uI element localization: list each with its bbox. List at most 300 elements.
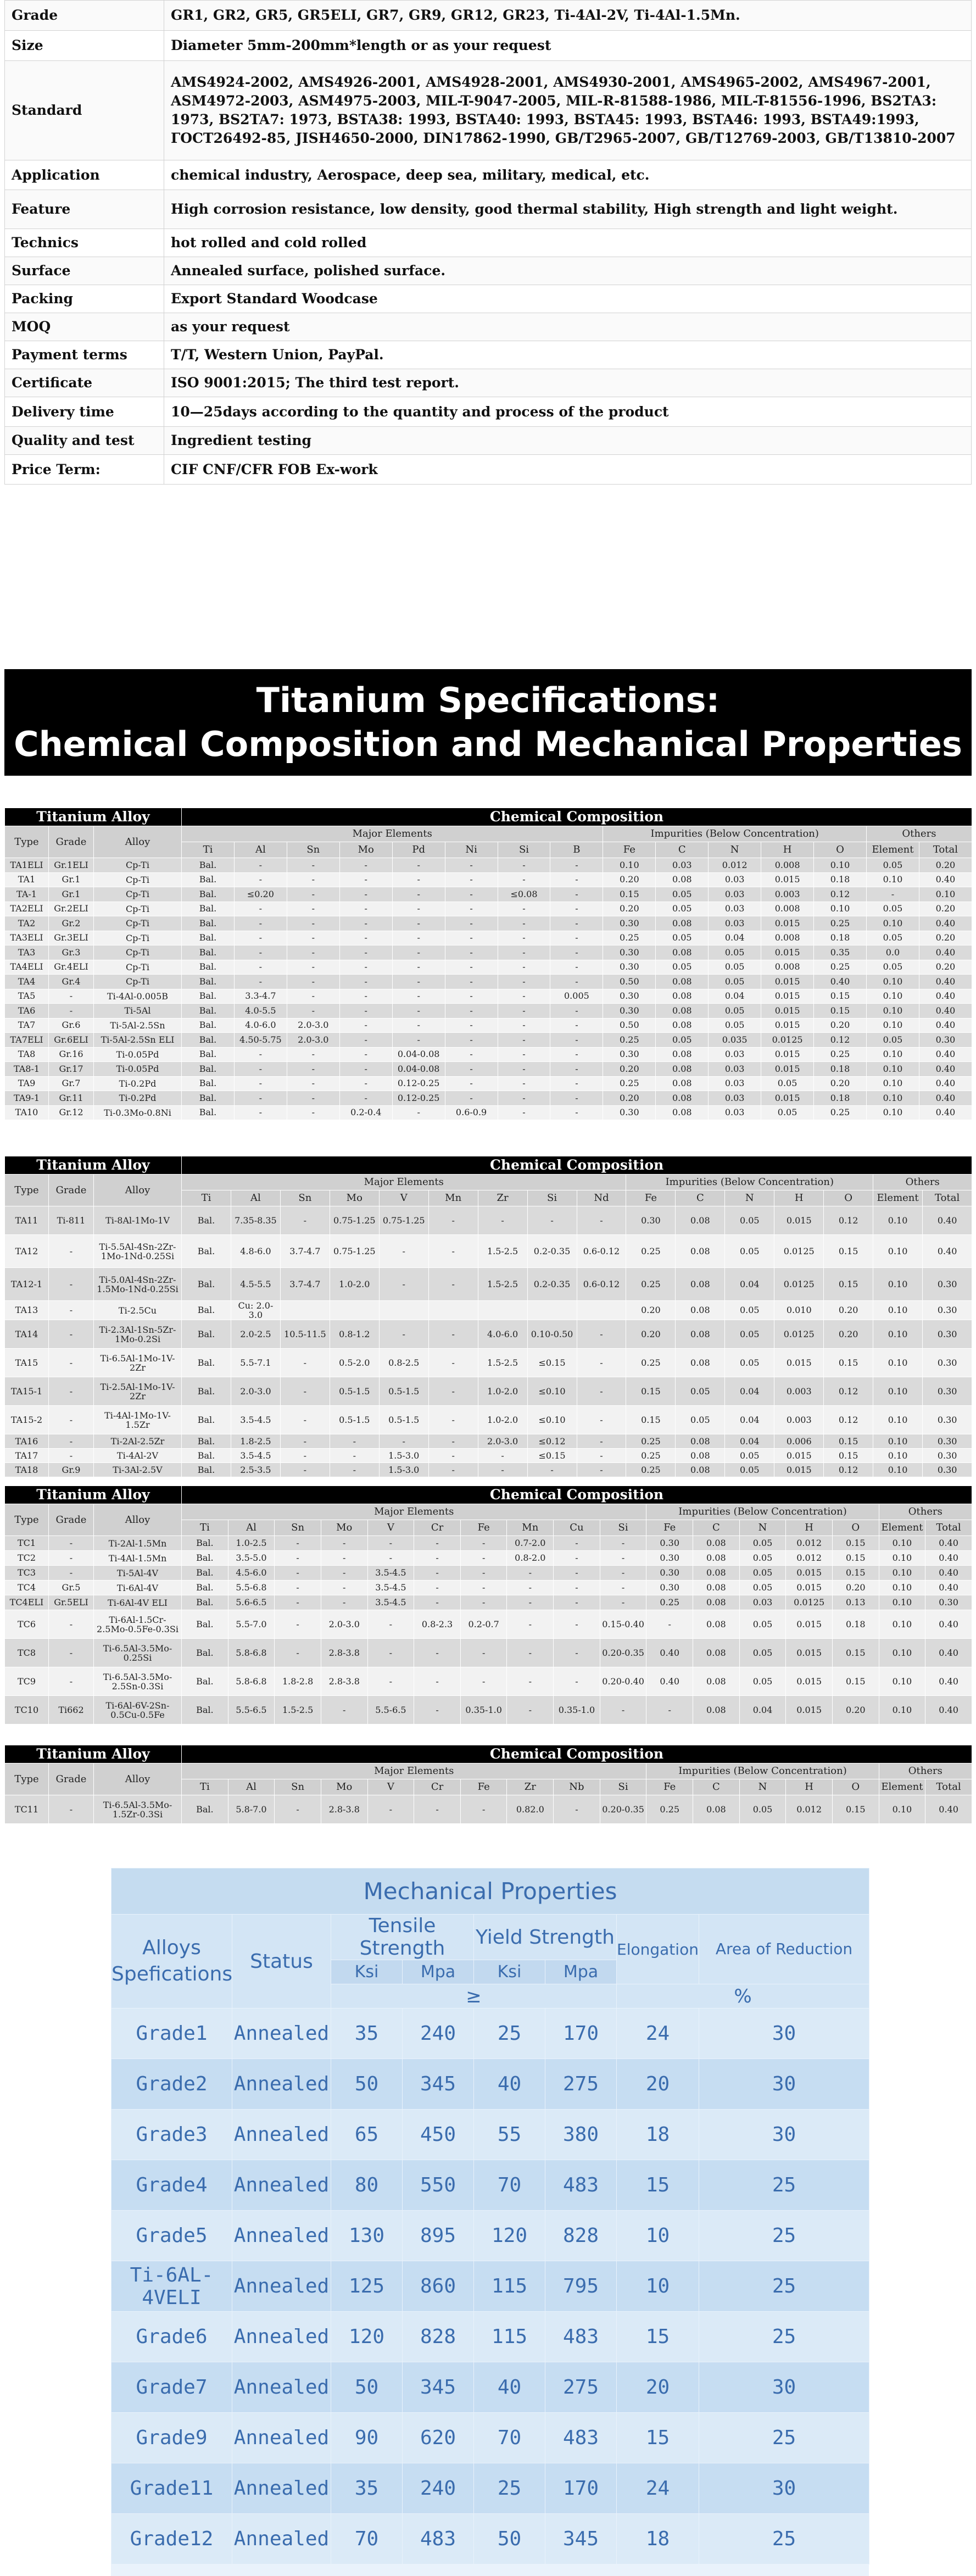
- spec-value: Diameter 5mm-200mm*length or as your request: [164, 30, 972, 60]
- composition-value: 0.08: [693, 1610, 740, 1639]
- composition-value: 0.8-2.5: [379, 1349, 428, 1377]
- composition-value: -: [577, 1463, 626, 1477]
- composition-value: 5.5-6.8: [228, 1581, 275, 1595]
- composition-value: 0.015: [786, 1581, 833, 1595]
- alloy-grade: -: [49, 989, 94, 1004]
- composition-value: 0.20: [832, 1696, 879, 1724]
- composition-value: 0.08: [656, 1018, 709, 1033]
- composition-value: 3.5-4.5: [231, 1406, 280, 1434]
- composition-value: 0.12: [824, 1377, 873, 1406]
- alloy-name: Ti-4Al-1.5Mn: [94, 1551, 182, 1566]
- alloy-grade: Gr.6: [49, 1018, 94, 1033]
- composition-value: -: [445, 916, 498, 931]
- composition-value: 0.5-2.0: [330, 1349, 379, 1377]
- composition-value: 0.10: [866, 1047, 919, 1062]
- composition-value: 0.5-1.5: [379, 1377, 428, 1406]
- composition-value: Bal.: [182, 1536, 228, 1551]
- composition-value: 0.15: [832, 1551, 879, 1566]
- composition-value: 0.15: [824, 1349, 873, 1377]
- composition-value: 0.10: [866, 1091, 919, 1106]
- spec-label: Standard: [5, 60, 164, 160]
- grade-header: Grade: [49, 826, 94, 858]
- composition-value: -: [392, 858, 445, 873]
- composition-value: -: [428, 1449, 478, 1463]
- chem-row: [5, 1536, 972, 1551]
- composition-value: 0.40: [925, 1581, 972, 1595]
- major-elements-header: Major Elements: [182, 1504, 646, 1520]
- composition-value: 0.03: [709, 1076, 761, 1091]
- composition-value: 0.20: [626, 1301, 676, 1320]
- chem-table-ta-1: [4, 808, 972, 1120]
- composition-value: Bal.: [182, 902, 235, 916]
- composition-value: 0.04: [709, 989, 761, 1004]
- composition-value: -: [339, 916, 392, 931]
- chem-row: [5, 902, 972, 916]
- composition-value: -: [554, 1639, 600, 1667]
- composition-value: 2.0-3.0: [287, 1018, 339, 1033]
- element-header: Ti: [182, 1779, 228, 1795]
- composition-value: 0.15: [626, 1377, 676, 1406]
- element-header: Mo: [321, 1779, 367, 1795]
- composition-value: 0.015: [786, 1667, 833, 1696]
- composition-value: -: [646, 1610, 693, 1639]
- composition-value: -: [339, 945, 392, 960]
- status: Annealed: [232, 2312, 331, 2362]
- composition-value: 0.12: [814, 1033, 867, 1048]
- composition-value: Bal.: [182, 1062, 235, 1077]
- composition-value: 0.05: [725, 1301, 774, 1320]
- alloy-spec: Grade1: [111, 2008, 232, 2059]
- chem-title-row: [5, 1486, 972, 1504]
- composition-value: Bal.: [182, 1105, 235, 1120]
- composition-value: 0.10: [866, 989, 919, 1004]
- composition-value: -: [428, 1320, 478, 1349]
- composition-value: Bal.: [182, 960, 235, 975]
- composition-value: 5.8-6.8: [228, 1639, 275, 1667]
- alloy-grade: Gr.5ELI: [49, 1595, 94, 1610]
- impurity-header: O: [832, 1779, 879, 1795]
- element-header: Si: [600, 1779, 646, 1795]
- composition-value: -: [428, 1268, 478, 1301]
- spec-value: T/T, Western Union, PayPal.: [164, 341, 972, 369]
- composition-value: 0.2-0.35: [527, 1235, 577, 1268]
- mech-row: [111, 2312, 869, 2362]
- alloy-name: Cp-Ti: [94, 902, 182, 916]
- yield-mpa: 483: [545, 2413, 617, 2463]
- minimum-symbol: ≥: [331, 1984, 617, 2008]
- composition-value: 0.15: [824, 1449, 873, 1463]
- composition-value: 0.20: [603, 1062, 656, 1077]
- impurity-header: Fe: [646, 1779, 693, 1795]
- element-header: Sn: [275, 1779, 321, 1795]
- impurity-header: Fe: [626, 1190, 676, 1206]
- composition-value: -: [287, 975, 339, 989]
- composition-value: Bal.: [182, 887, 235, 902]
- alloy-name: Cp-Ti: [94, 975, 182, 989]
- alloy-spec: Grade9: [111, 2413, 232, 2463]
- composition-value: 0.50: [603, 975, 656, 989]
- yield-ksi-header: Ksi: [474, 1960, 545, 1984]
- element-header: Si: [600, 1520, 646, 1536]
- chem-row: [5, 1696, 972, 1724]
- composition-value: 0.03: [709, 887, 761, 902]
- composition-value: -: [428, 1349, 478, 1377]
- spec-value: chemical industry, Aerospace, deep sea, military, medical, etc.: [164, 160, 972, 190]
- composition-value: -: [445, 1018, 498, 1033]
- composition-value: -: [392, 887, 445, 902]
- alloy-type: TA17: [5, 1449, 49, 1463]
- composition-value: 0.25: [603, 1076, 656, 1091]
- composition-value: 0.10: [814, 902, 867, 916]
- element-header: Mo: [330, 1190, 379, 1206]
- mech-row: [111, 2362, 869, 2413]
- alloy-type: TC4ELI: [5, 1595, 49, 1610]
- composition-value: 5.8-7.0: [228, 1795, 275, 1824]
- composition-value: 0.35-1.0: [554, 1696, 600, 1724]
- alloy-name: Ti-6Al-4V: [94, 1581, 182, 1595]
- composition-value: 0.30: [603, 1047, 656, 1062]
- alloy-type: TA11: [5, 1206, 49, 1235]
- composition-value: -: [275, 1610, 321, 1639]
- composition-value: -: [275, 1639, 321, 1667]
- composition-value: -: [550, 902, 603, 916]
- composition-value: 4.50-5.75: [234, 1033, 287, 1048]
- composition-value: -: [234, 902, 287, 916]
- alloy-type: TC11: [5, 1795, 49, 1824]
- element-header: Ti: [182, 1190, 231, 1206]
- status-header: Status: [232, 1915, 331, 2008]
- yield-mpa: 275: [545, 2362, 617, 2413]
- composition-value: -: [287, 960, 339, 975]
- composition-value: 0.30: [603, 1105, 656, 1120]
- composition-value: -: [392, 1004, 445, 1019]
- alloy-grade: Gr.1: [49, 872, 94, 887]
- composition-value: 0.30: [923, 1406, 972, 1434]
- element-header: Zr: [478, 1190, 527, 1206]
- spec-label: Technics: [5, 229, 164, 257]
- spec-row: [5, 30, 972, 60]
- composition-value: Bal.: [182, 1595, 228, 1610]
- alloy-grade: -: [49, 1667, 94, 1696]
- spec-row: [5, 313, 972, 341]
- composition-value: -: [414, 1595, 461, 1610]
- composition-value: Cu: 2.0-3.0: [231, 1301, 280, 1320]
- composition-value: 0.30: [923, 1434, 972, 1449]
- composition-value: 0.13: [832, 1595, 879, 1610]
- composition-value: 0.10: [873, 1268, 923, 1301]
- composition-value: 0.20: [603, 902, 656, 916]
- impurity-header: H: [786, 1520, 833, 1536]
- area-reduction: 25: [699, 2261, 869, 2312]
- chem-row: [5, 1795, 972, 1824]
- alloy-grade: Gr.5: [49, 1581, 94, 1595]
- yield-ksi: 40: [474, 2059, 545, 2110]
- composition-value: -: [234, 858, 287, 873]
- composition-value: -: [414, 1551, 461, 1566]
- mech-row: [111, 2160, 869, 2211]
- composition-value: 0.75-1.25: [379, 1206, 428, 1235]
- element-header: V: [367, 1520, 414, 1536]
- composition-value: 0.015: [786, 1696, 833, 1724]
- composition-value: 0.08: [693, 1536, 740, 1551]
- composition-value: 0.30: [923, 1377, 972, 1406]
- alloy-name: Ti-3Al-2.5V: [94, 1463, 182, 1477]
- composition-value: 0.25: [626, 1463, 676, 1477]
- composition-value: Bal.: [182, 1566, 228, 1581]
- composition-value: -: [460, 1581, 507, 1595]
- composition-value: -: [498, 902, 550, 916]
- alloy-type: TA3: [5, 945, 49, 960]
- mechanical-properties-table: [111, 1868, 869, 2564]
- composition-value: 0.30: [923, 1320, 972, 1349]
- composition-value: -: [498, 1033, 550, 1048]
- composition-value: Bal.: [182, 1639, 228, 1667]
- alloy-name: Cp-Ti: [94, 872, 182, 887]
- element-header: Sn: [287, 842, 339, 858]
- composition-value: 0.015: [786, 1566, 833, 1581]
- type-header: Type: [5, 1504, 49, 1536]
- composition-value: -: [280, 1206, 330, 1235]
- spec-label: Feature: [5, 190, 164, 229]
- type-header: Type: [5, 1763, 49, 1795]
- composition-value: 0.40: [919, 916, 972, 931]
- alloy-name: Ti-2.5Al-1Mo-1V-2Zr: [94, 1377, 182, 1406]
- area-reduction: 30: [699, 2008, 869, 2059]
- chem-row: [5, 1105, 972, 1120]
- alloy-type: TA9: [5, 1076, 49, 1091]
- composition-value: 0.08: [656, 989, 709, 1004]
- composition-value: -: [287, 989, 339, 1004]
- mech-row: [111, 2211, 869, 2261]
- composition-value: 0.8-2.3: [414, 1610, 461, 1639]
- chem-row: [5, 989, 972, 1004]
- composition-value: 0.05: [761, 1105, 814, 1120]
- composition-value: 0.40: [919, 1047, 972, 1062]
- alloy-grade: -: [49, 1434, 94, 1449]
- composition-value: Bal.: [182, 1667, 228, 1696]
- composition-value: -: [321, 1551, 367, 1566]
- tensile-mpa: 345: [403, 2362, 474, 2413]
- composition-value: 0.015: [774, 1349, 824, 1377]
- composition-value: 0.20: [832, 1581, 879, 1595]
- spec-value: Annealed surface, polished surface.: [164, 257, 972, 285]
- composition-value: -: [428, 1406, 478, 1434]
- alloy-grade: -: [49, 1377, 94, 1406]
- composition-value: 0.15: [603, 887, 656, 902]
- composition-value: 0.30: [603, 1004, 656, 1019]
- percent-header: %: [617, 1984, 869, 2008]
- composition-value: -: [554, 1566, 600, 1581]
- alloy-grade: Gr.3: [49, 945, 94, 960]
- composition-value: -: [287, 1004, 339, 1019]
- chemical-composition-title: Chemical Composition: [182, 1745, 972, 1763]
- spec-value: Export Standard Woodcase: [164, 285, 972, 313]
- composition-value: 0.30: [646, 1551, 693, 1566]
- alloy-type: TA12: [5, 1235, 49, 1268]
- composition-value: -: [428, 1377, 478, 1406]
- composition-value: -: [287, 1062, 339, 1077]
- composition-value: 0.5-1.5: [330, 1406, 379, 1434]
- alloy-type: TA2ELI: [5, 902, 49, 916]
- status: Annealed: [232, 2514, 331, 2564]
- alloy-type: TA16: [5, 1434, 49, 1449]
- composition-value: -: [498, 960, 550, 975]
- composition-value: 0.25: [626, 1349, 676, 1377]
- composition-value: -: [498, 931, 550, 945]
- chem-row: [5, 1551, 972, 1566]
- composition-value: 0.50: [603, 1018, 656, 1033]
- tensile-mpa-header: Mpa: [403, 1960, 474, 1984]
- tensile-ksi: 80: [331, 2160, 403, 2211]
- total-others-header: Total: [919, 842, 972, 858]
- composition-value: -: [234, 916, 287, 931]
- composition-value: 0.0125: [786, 1595, 833, 1610]
- composition-value: -: [234, 1091, 287, 1106]
- composition-value: -: [460, 1667, 507, 1696]
- composition-value: Bal.: [182, 1610, 228, 1639]
- composition-value: 0.0125: [774, 1235, 824, 1268]
- composition-value: 0.30: [646, 1536, 693, 1551]
- composition-value: 2.8-3.8: [321, 1795, 367, 1824]
- composition-value: 3.5-4.5: [231, 1449, 280, 1463]
- composition-value: 0.015: [761, 872, 814, 887]
- chem-row: [5, 1566, 972, 1581]
- composition-value: 0.05: [866, 858, 919, 873]
- composition-value: Bal.: [182, 1696, 228, 1724]
- composition-value: 0.10: [879, 1551, 925, 1566]
- composition-value: 4.0-5.5: [234, 1004, 287, 1019]
- composition-value: -: [646, 1696, 693, 1724]
- chem-row: [5, 1463, 972, 1477]
- composition-value: 0.15: [814, 1004, 867, 1019]
- composition-value: Bal.: [182, 1377, 231, 1406]
- grade-header: Grade: [49, 1504, 94, 1536]
- mech-row: [111, 2059, 869, 2110]
- composition-value: 3.5-4.5: [367, 1581, 414, 1595]
- elongation: 20: [617, 2362, 699, 2413]
- banner-title: Titanium Specifications:: [256, 680, 720, 720]
- composition-value: -: [550, 916, 603, 931]
- impurity-header: O: [814, 842, 867, 858]
- composition-value: -: [445, 872, 498, 887]
- composition-value: 0.40: [919, 1105, 972, 1120]
- alloy-grade: -: [49, 1551, 94, 1566]
- composition-value: 0.04: [725, 1268, 774, 1301]
- composition-value: 0.015: [774, 1206, 824, 1235]
- alloy-name: Ti-6Al-1.5Cr-2.5Mo-0.5Fe-0.3Si: [94, 1610, 182, 1639]
- elongation: 24: [617, 2008, 699, 2059]
- chemical-composition-title: Chemical Composition: [182, 808, 972, 826]
- composition-value: -: [321, 1696, 367, 1724]
- alloy-name: Ti-0.2Pd: [94, 1076, 182, 1091]
- composition-value: -: [392, 1018, 445, 1033]
- composition-value: 0.015: [761, 1047, 814, 1062]
- alloy-spec: Grade6: [111, 2312, 232, 2362]
- chemical-composition-title: Chemical Composition: [182, 1156, 972, 1175]
- yield-ksi: 25: [474, 2008, 545, 2059]
- composition-value: 0.30: [603, 960, 656, 975]
- composition-value: 2.0-3.0: [321, 1610, 367, 1639]
- area-reduction: 25: [699, 2413, 869, 2463]
- composition-value: 0.40: [925, 1536, 972, 1551]
- impurity-header: Fe: [603, 842, 656, 858]
- composition-value: 0.10: [879, 1696, 925, 1724]
- tensile-mpa: 345: [403, 2059, 474, 2110]
- composition-value: -: [498, 1018, 550, 1033]
- composition-value: -: [600, 1696, 646, 1724]
- spec-label: Price Term:: [5, 455, 164, 485]
- composition-value: 0.40: [919, 1076, 972, 1091]
- composition-value: 0.08: [656, 1105, 709, 1120]
- element-header: Mn: [428, 1190, 478, 1206]
- alloy-name: Ti-4Al-2V: [94, 1449, 182, 1463]
- major-elements-header: Major Elements: [182, 1763, 646, 1779]
- total-others-header: Total: [925, 1779, 972, 1795]
- composition-value: 0.40: [919, 989, 972, 1004]
- composition-value: -: [460, 1595, 507, 1610]
- alloy-name: Ti-5Al-2.5Sn ELI: [94, 1033, 182, 1048]
- composition-value: 0.05: [656, 931, 709, 945]
- composition-value: 5.6-6.5: [228, 1595, 275, 1610]
- composition-value: -: [460, 1566, 507, 1581]
- alloy-grade: Ti662: [49, 1696, 94, 1724]
- composition-value: -: [445, 858, 498, 873]
- chem-row: [5, 887, 972, 902]
- composition-value: 0.03: [709, 902, 761, 916]
- composition-value: 1.0-2.5: [228, 1536, 275, 1551]
- composition-value: -: [445, 960, 498, 975]
- composition-value: 0.40: [919, 1018, 972, 1033]
- composition-value: 0.2-0.7: [460, 1610, 507, 1639]
- composition-value: -: [507, 1696, 554, 1724]
- composition-value: 0.012: [709, 858, 761, 873]
- composition-value: 0.20: [919, 931, 972, 945]
- composition-value: -: [445, 902, 498, 916]
- composition-value: -: [550, 931, 603, 945]
- composition-value: -: [234, 872, 287, 887]
- composition-value: 0.04-0.08: [392, 1047, 445, 1062]
- composition-value: 0.40: [919, 1004, 972, 1019]
- composition-value: Bal.: [182, 1018, 235, 1033]
- titanium-alloy-title: Titanium Alloy: [5, 1486, 182, 1504]
- alloy-type: TA15: [5, 1349, 49, 1377]
- yield-mpa: 275: [545, 2059, 617, 2110]
- composition-value: -: [550, 1018, 603, 1033]
- others-header: Others: [873, 1175, 972, 1190]
- composition-value: 0.10: [866, 872, 919, 887]
- tensile-ksi: 50: [331, 2059, 403, 2110]
- composition-value: -: [577, 1449, 626, 1463]
- spec-row: [5, 341, 972, 369]
- composition-value: -: [866, 887, 919, 902]
- composition-value: 0.08: [656, 872, 709, 887]
- yield-mpa: 380: [545, 2110, 617, 2160]
- composition-value: -: [379, 1268, 428, 1301]
- major-elements-header: Major Elements: [182, 826, 603, 842]
- composition-value: 0.05: [866, 931, 919, 945]
- yield-ksi: 120: [474, 2211, 545, 2261]
- alloy-type: TA-1: [5, 887, 49, 902]
- composition-value: 0.05: [656, 887, 709, 902]
- composition-value: -: [392, 916, 445, 931]
- chem-row: [5, 1406, 972, 1434]
- composition-value: [280, 1301, 330, 1320]
- composition-value: 0.0125: [774, 1320, 824, 1349]
- alloy-type: TA1ELI: [5, 858, 49, 873]
- spec-label: Certificate: [5, 369, 164, 397]
- chem-row: [5, 916, 972, 931]
- composition-value: 0.08: [676, 1301, 725, 1320]
